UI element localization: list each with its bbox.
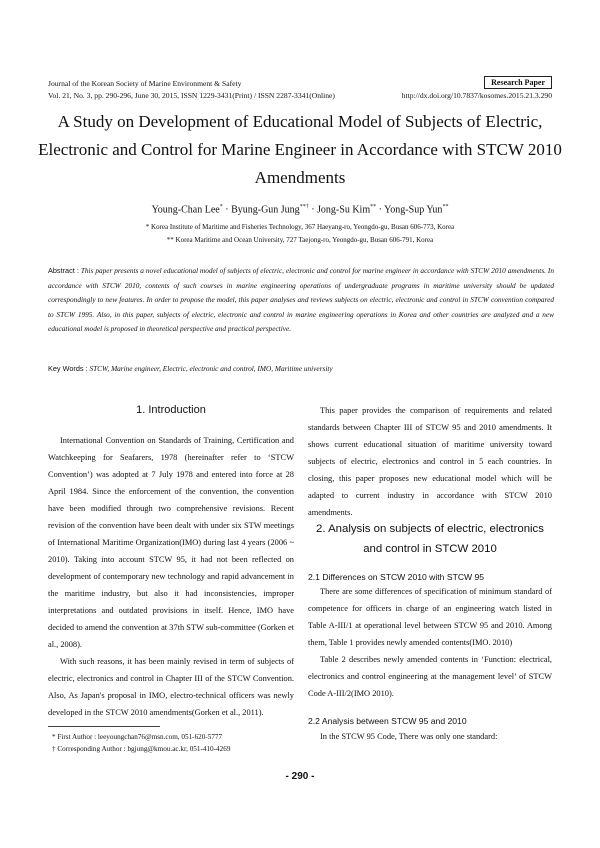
author-name: Yong-Sup Yun [384,204,443,216]
footnote-first-author: * First Author : leeyoungchan76@msn.com, 051-620-5777 [52,733,223,741]
paragraph: International Convention on Standards of Training, Certification and Watchkeeping for Seafarers, 1978 (hereinafter refer to ‘STCW Convention’) was adopted at 7 July 1978 and entered into force at 28 April 1984. Since the enforcement of the convention, the convention have been modified through two comprehensive revisions. Recent revision of the convention have been dealt with under six STW meetings of International Maritime Organization(IMO) during last 4 years (2006 ~ 2010). Taking into account STCW 95, it had not been reflected on development of contemporary new technology and rapid advancement in the maritime industry, but also it had inconsistencies, improper interpretations and outdated provisions in itself. Hence, IMO have decided to amend the convention at 37th STW sub-committee (Gorken et al., 2008). [48,436,294,649]
volume-info: Vol. 21, No. 3, pp. 290-296, June 30, 2015, ISSN 1229-3431(Print) / ISSN 2287-3341(Online) [48,91,335,100]
abstract-label: Abstract : [48,266,79,275]
author-mark: **† [299,204,309,210]
paper-title-line-1: A Study on Development of Educational Model of Subjects of Electric, [57,112,543,131]
keywords-label: Key Words : [48,364,88,373]
doi-link[interactable]: http://dx.doi.org/10.7837/kosomes.2015.21.3.290 [401,91,552,100]
paper-type-badge: Research Paper [484,76,552,89]
paragraph: This paper provides the comparison of requirements and related standards between Chapter III of STCW 95 and 2010 amendments. It shows current educational situation of maritime university toward subjects of electric, electronics and control in 5 each countries. In closing, this paper proposes new educational model which will be adapted to current industry in accordance with STCW 2010 amendments. [308,406,552,517]
author-list [0,204,600,215]
section-heading-line: 2. Analysis on subjects of electric, electronics [316,523,544,535]
author-name: Jong-Su Kim [317,204,371,216]
affiliation-2: ** Korea Maritime and Ocean University, 727 Taejong-ro, Yeongdo-gu, Busan 606-791, Korea [166,236,434,244]
author-name: Young-Chan Lee [151,204,220,216]
abstract [48,264,554,337]
section-heading-line: and control in STCW 2010 [363,543,497,555]
section-heading-analysis [308,519,552,559]
paragraph: In the STCW 95 Code, There was only one standard: [320,732,498,741]
author-separator: · [311,204,315,216]
paragraph: With such reasons, it has been mainly revised in term of subjects of electric, electronics and control in Chapter III of the STCW Convention. Also, As Japan's proposal in IMO, electro-technical officers was newly developed in the STCW 2010 amendments(Gorken et al., 2011). [48,657,294,717]
keywords [48,364,554,373]
footnote-corresponding-author: † Corresponding Author : bgjung@kmou.ac.kr, 051-410-4269 [52,745,231,753]
author-mark: ** [370,204,377,210]
right-column-intro [308,402,552,521]
page-number: - 290 - [285,771,315,782]
left-column-body [48,432,294,721]
right-column-body-2-2 [308,728,552,745]
section-heading-introduction: 1. Introduction [136,404,206,416]
subsection-heading-2-2: 2.2 Analysis between STCW 95 and 2010 [308,716,467,726]
keywords-text: STCW, Marine engineer, Electric, electronic and control, IMO, Maritime university [89,364,333,373]
author-mark: ** [442,204,449,210]
author-name: Byung-Gun Jung [231,204,300,216]
footnote-divider [48,726,160,727]
abstract-text: This paper presents a novel educational model of subjects of electric, electronic and control for marine engineer in accordance with STCW 2010 amendments. In accordance with STCW 2010, contents of such courses in marine engineering operations of undergraduate programs in maritime university should be updated correspondingly to new features. In order to propose the model, this paper analyses and reviews subjects on electric, electronic and control in STCW convention compared to STCW 1995. Also, in this paper, subjects of electric, electronic and control in marine engineering operations in Korea and other countries are analyzed and a new educational model is proposed in theoretical perspective and practical perspective. [48,266,554,334]
paper-title-line-3: Amendments [254,168,346,187]
author-mark: * [219,204,223,210]
affiliation-1: * Korea Institute of Maritime and Fisheries Technology, 367 Haeyang-ro, Yeongdo-gu, Busan 606-773, Korea [145,223,455,231]
paragraph: Table 2 describes newly amended contents in ‘Function: electrical, electronics and control engineering at the management level’ of STCW Code A-III/2(IMO 2010). [308,655,552,698]
subsection-heading-2-1: 2.1 Differences on STCW 2010 with STCW 95 [308,572,485,582]
paragraph: There are some differences of specification of minimum standard of competence for officers in charge of an engineering watch listed in Table A-III/1 at operational level between STCW 95 and 2010. Among them, Table 1 provides newly amended contents(IMO. 2010) [308,587,552,647]
author-separator: · [378,204,382,216]
paper-title-line-2: Electronic and Control for Marine Engineer in Accordance with STCW 2010 [38,140,562,159]
right-column-body-2-1 [308,583,552,702]
journal-name: Journal of the Korean Society of Marine Environment & Safety [48,79,242,88]
author-separator: · [225,204,229,216]
